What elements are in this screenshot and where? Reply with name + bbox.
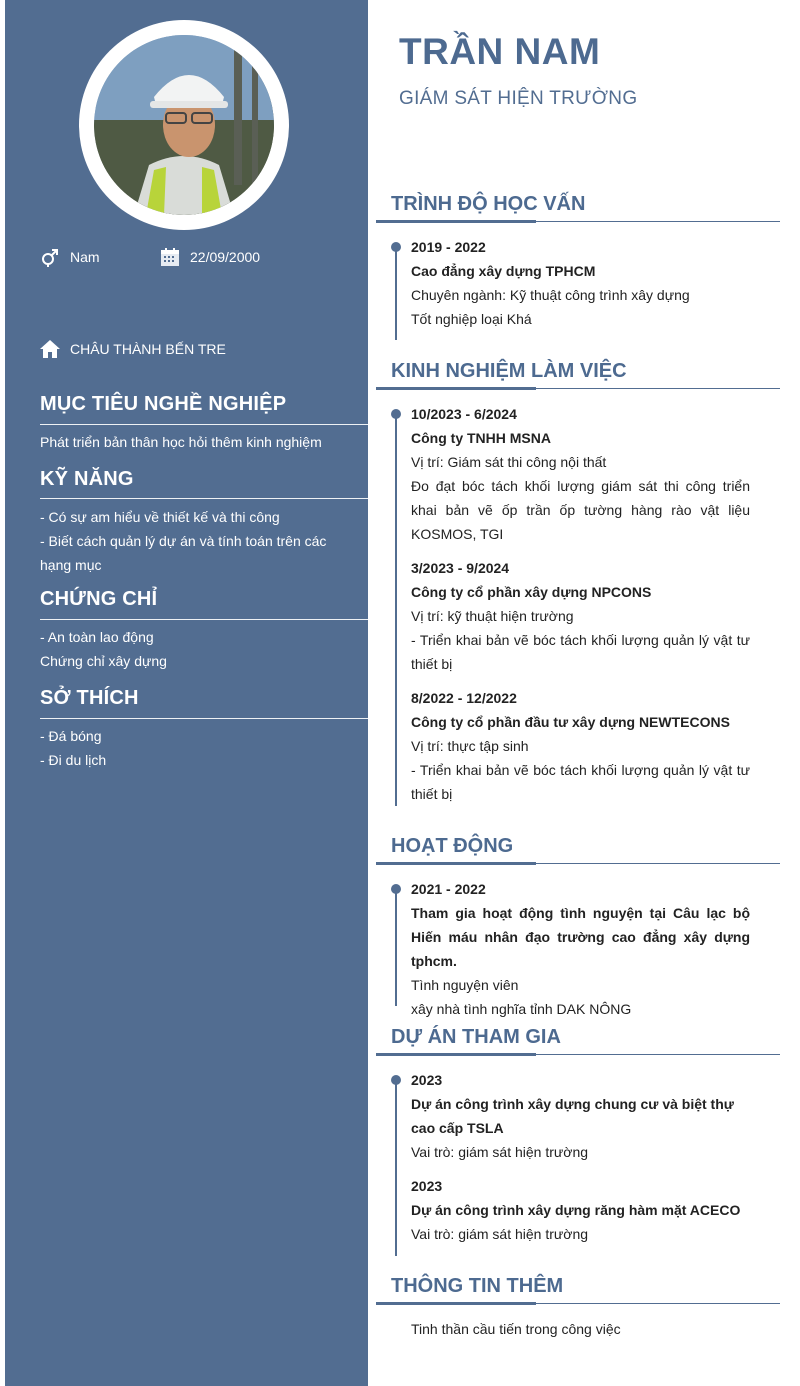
hobby-item: - Đá bóng (40, 728, 102, 744)
hobbies-list (40, 724, 335, 772)
experience-description: - Triển khai bản vẽ bóc tách khối lượng quản lý vật tư thiết bị (411, 632, 750, 672)
education-timeline (395, 247, 397, 340)
timeline-dot (391, 242, 401, 252)
address-text: CHÂU THÀNH BẾN TRE (70, 341, 226, 357)
sidebar (5, 0, 368, 1386)
skills-list (40, 505, 335, 577)
skill-item: hạng mục (40, 557, 102, 573)
education-school: Cao đẳng xây dựng TPHCM (411, 263, 596, 279)
timeline-dot (391, 1075, 401, 1085)
candidate-name: TRẦN NAM (399, 31, 601, 72)
gender-row (40, 247, 100, 267)
education-title: TRÌNH ĐỘ HỌC VẤN (391, 193, 586, 215)
activities-timeline (395, 889, 397, 1006)
project-year: 2023 (411, 1072, 443, 1088)
experience-company: Công ty cổ phần xây dựng NPCONS (411, 584, 652, 600)
project-year: 2023 (411, 1178, 443, 1194)
certificates-title: CHỨNG CHỈ (40, 588, 158, 610)
birthdate-row (160, 247, 260, 267)
experience-entry (411, 686, 750, 806)
certificates-list (40, 625, 335, 673)
timeline-dot (391, 409, 401, 419)
activity-role: Tình nguyện viên (411, 977, 519, 993)
experience-description: - Triển khai bản vẽ bóc tách khối lượng quản lý vật tư thiết bị (411, 762, 750, 802)
home-icon (40, 339, 60, 359)
project-name: Dự án công trình xây dựng chung cư và biệt thự cao cấp TSLA (411, 1096, 734, 1136)
avatar-frame (79, 20, 289, 230)
education-period: 2019 - 2022 (411, 239, 486, 255)
activity-entry (411, 877, 750, 1021)
extra-info-rule-accent (376, 1302, 536, 1305)
activity-detail: xây nhà tình nghĩa tỉnh DAK NÔNG (411, 1001, 632, 1017)
project-name: Dự án công trình xây dựng răng hàm mặt ACECO (411, 1202, 741, 1218)
skills-title: KỸ NĂNG (40, 468, 134, 490)
extra-info-title: THÔNG TIN THÊM (391, 1275, 564, 1297)
education-entry (411, 235, 750, 331)
activity-name: Tham gia hoạt động tình nguyện tại Câu lạc bộ Hiến máu nhân đạo trường cao đẳng xây dựng tphcm. (411, 905, 750, 969)
experience-description: Đo đạt bóc tách khối lượng giám sát thi công triển khai bản vẽ ốp trần ốp tường hàng rào vật liệu KOSMOS, TGI (411, 478, 750, 542)
projects-title: DỰ ÁN THAM GIA (391, 1026, 561, 1048)
skills-rule (40, 498, 368, 499)
experience-position: Vị trí: kỹ thuật hiện trường (411, 608, 574, 624)
project-role: Vai trò: giám sát hiện trường (411, 1226, 589, 1242)
experience-period: 8/2022 - 12/2022 (411, 690, 517, 706)
education-grade: Tốt nghiệp loại Khá (411, 311, 532, 327)
experience-timeline (395, 414, 397, 806)
projects-timeline (395, 1080, 397, 1256)
experience-position: Vị trí: thực tập sinh (411, 738, 529, 754)
experience-title: KINH NGHIỆM LÀM VIỆC (391, 360, 627, 382)
skill-item: - Có sự am hiểu về thiết kế và thi công (40, 509, 280, 525)
objective-text: Phát triển bản thân học hỏi thêm kinh nghiệm (40, 434, 322, 450)
profile-photo (94, 35, 274, 215)
project-entry (411, 1068, 750, 1164)
hobbies-title: SỞ THÍCH (40, 687, 139, 709)
activity-period: 2021 - 2022 (411, 881, 486, 897)
experience-rule-accent (376, 387, 536, 390)
skill-item: - Biết cách quản lý dự án và tính toán trên các (40, 533, 327, 549)
birthdate-text: 22/09/2000 (190, 249, 261, 265)
education-rule-accent (376, 220, 536, 223)
hobby-item: - Đi du lịch (40, 752, 107, 768)
avatar (94, 35, 274, 215)
gender-text: Nam (70, 249, 100, 265)
extra-info-text: Tinh thần cầu tiến trong công việc (411, 1321, 621, 1337)
certificates-rule (40, 619, 368, 620)
experience-position: Vị trí: Giám sát thi công nội thất (411, 454, 607, 470)
certificate-item: - An toàn lao động (40, 629, 154, 645)
experience-company: Công ty cổ phần đầu tư xây dựng NEWTECONS (411, 714, 730, 730)
activities-title: HOẠT ĐỘNG (391, 835, 514, 857)
project-entry (411, 1174, 750, 1246)
experience-period: 3/2023 - 9/2024 (411, 560, 510, 576)
objective-title: MỤC TIÊU NGHỀ NGHIỆP (40, 393, 287, 415)
gender-icon (40, 247, 60, 267)
extra-info-entry (411, 1317, 750, 1341)
experience-company: Công ty TNHH MSNA (411, 430, 551, 446)
candidate-role: GIÁM SÁT HIỆN TRƯỜNG (399, 88, 638, 109)
projects-rule-accent (376, 1053, 536, 1056)
activities-rule-accent (376, 862, 536, 865)
experience-entry (411, 402, 750, 546)
experience-period: 10/2023 - 6/2024 (411, 406, 517, 422)
experience-entry (411, 556, 750, 676)
address-row (40, 339, 226, 359)
project-role: Vai trò: giám sát hiện trường (411, 1144, 589, 1160)
education-major: Chuyên ngành: Kỹ thuật công trình xây dựng (411, 287, 690, 303)
calendar-icon (160, 247, 180, 267)
objective-rule (40, 424, 368, 425)
hobbies-rule (40, 718, 368, 719)
certificate-item: Chứng chỉ xây dựng (40, 653, 167, 669)
timeline-dot (391, 884, 401, 894)
